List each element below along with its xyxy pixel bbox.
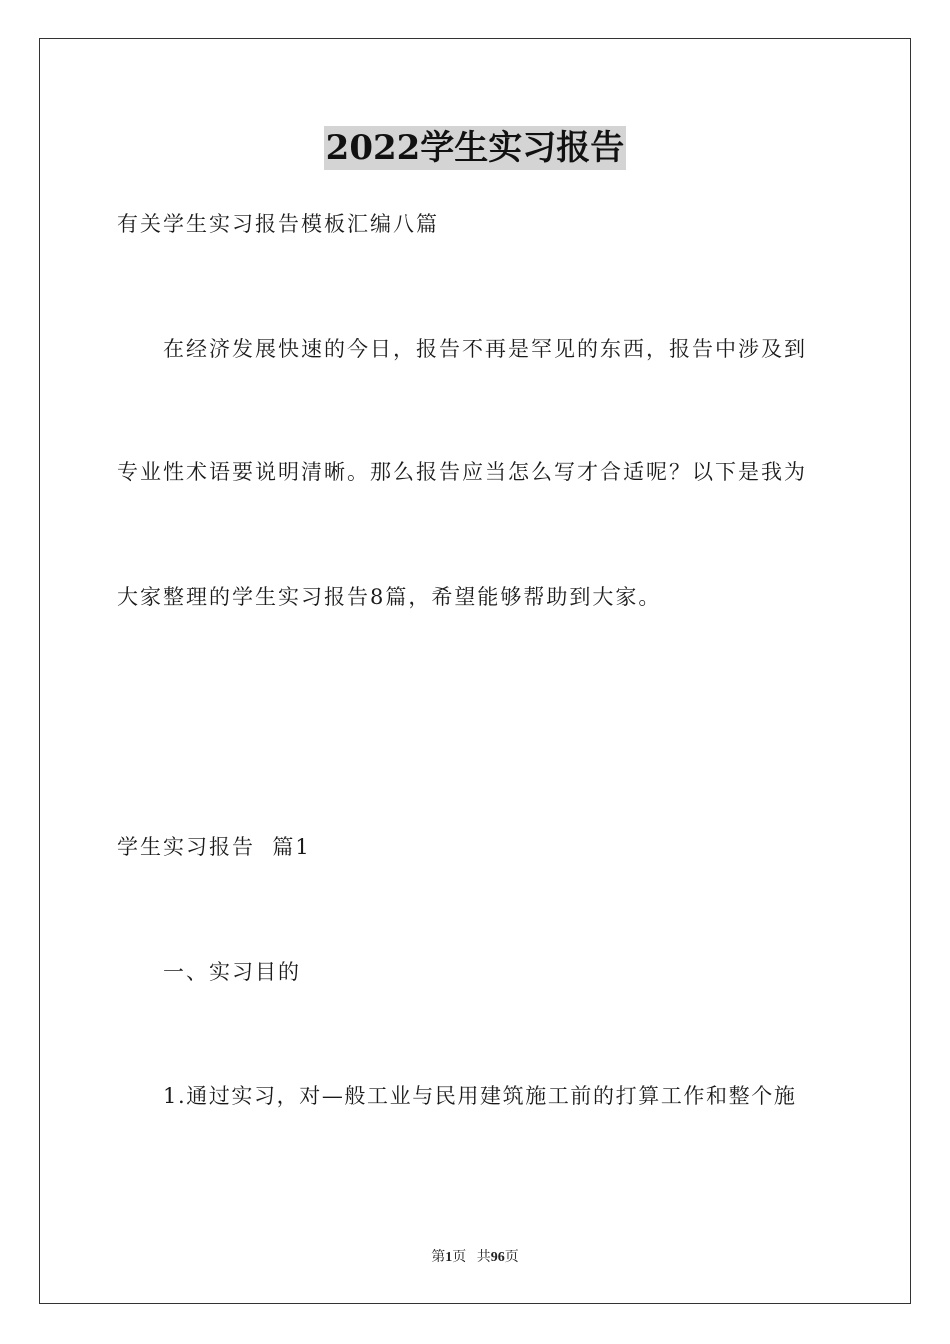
footer-page-prefix: 第 [431, 1250, 446, 1265]
document-title: 2022学生实习报告 [325, 128, 625, 168]
sub-heading: 一、实习目的 [163, 960, 301, 984]
section-heading: 学生实习报告 篇1 [117, 835, 311, 859]
footer-page-number: 1 [445, 1250, 453, 1265]
intro-line-1: 在经济发展快速的今日，报告不再是罕见的东西，报告中涉及到 [163, 337, 807, 361]
page-footer [0, 1246, 950, 1266]
footer-page-suffix: 页 [452, 1250, 467, 1265]
item-1-line: 1.通过实习，对—般工业与民用建筑施工前的打算工作和整个施 [163, 1084, 797, 1108]
title-container [0, 126, 950, 170]
document-subtitle: 有关学生实习报告模板汇编八篇 [117, 212, 439, 236]
footer-total-number: 96 [490, 1250, 505, 1265]
intro-line-3: 大家整理的学生实习报告8篇，希望能够帮助到大家。 [117, 585, 662, 609]
intro-line-2: 专业性术语要说明清晰。那么报告应当怎么写才合适呢？以下是我为 [117, 460, 807, 484]
footer-total-suffix: 页 [504, 1250, 519, 1265]
footer-total-prefix: 共 [476, 1250, 491, 1265]
